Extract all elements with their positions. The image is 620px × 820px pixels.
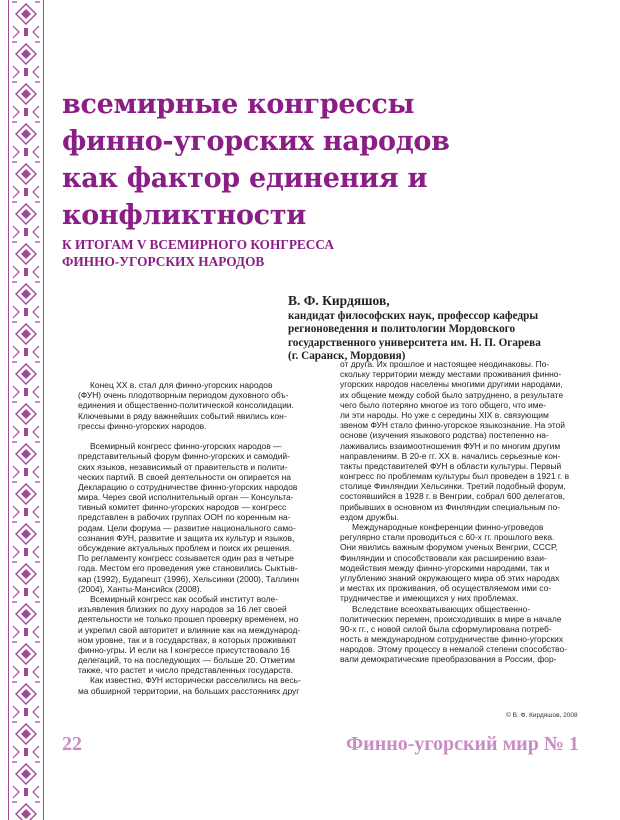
ornament-pattern [9, 0, 43, 820]
text-line: делегаций, то на последующих — больше 20. Отметим [78, 655, 295, 666]
text-line: угорских народов населены многими другими народами, [340, 379, 563, 390]
text-line: основе (изучения языкового родства) постепенно на- [340, 430, 549, 441]
author-name: В. Ф. Кирдяшов, [288, 293, 390, 308]
text-line: столице Финляндии Хельсинки. Третий подобный форум, [340, 481, 566, 492]
text-line: кар (1992), Будапешт (1996), Хельсинки (2000), Таллинн [78, 573, 300, 584]
text-line: ном уровне, так и в государствах, в которых проживают [78, 634, 297, 645]
text-line: 90-х гг., с новой силой была сформулирована потреб- [340, 623, 552, 634]
text-line: ческих партий. В своей деятельности он опирается на [78, 471, 291, 482]
text-line: направлениям. В 20-е гг. XX в. начались серьезные кон- [340, 450, 561, 461]
text-line: ездом дружбы. [340, 511, 399, 522]
text-line: родам. Цели форума — развитие национального само- [78, 522, 296, 533]
text-line: лаживались взаимоотношения ФУН и по многим другим [340, 440, 561, 451]
text-line: и укрепил свой авторитет и влияние как на международ- [78, 624, 301, 635]
text-line [78, 431, 328, 441]
text-line: углублению знаний окружающего мира об этих народах [340, 572, 560, 583]
text-line: Вследствие всеохватывающих общественно- [352, 603, 531, 614]
author-affiliation-line: регионоведения и политологии Мордовского [288, 323, 516, 336]
text-line: ма обширной территории, на больших расстояниях друг [78, 685, 300, 696]
title-line: как фактор единения и [62, 163, 428, 194]
text-line: (ФУН) очень плодотворным периодом духовного объ- [78, 390, 289, 401]
text-line: Всемирный конгресс финно-угорских народов — [90, 441, 282, 452]
subtitle-line: ФИННО-УГОРСКИХ НАРОДОВ [62, 254, 265, 269]
text-line: скольку территории между местами проживания финно- [340, 369, 562, 380]
text-line: такты представителей ФУН в области культуры. Первый [340, 460, 562, 471]
author-affiliation-line: (г. Саранск, Мордовия) [288, 350, 406, 363]
text-line: Они явились важным форумом ученых Венгрии, СССР, [340, 542, 558, 553]
text-line: тивный комитет финно-угорских народов — конгресс [78, 502, 287, 513]
text-line: грессы финно-угорских народов. [78, 420, 207, 431]
text-line: Как известно, ФУН исторически расселились на весь- [90, 675, 301, 686]
text-line: звеном ФУН стало финно-угорское языкознание. На этой [340, 420, 566, 431]
text-line: народов. Этому процессу в немалой степени способство- [340, 644, 568, 655]
text-line: также, что растет и число представленных государств. [78, 665, 293, 676]
text-line: ских языков, независимый от правительств и полити- [78, 461, 288, 472]
text-line: их общение между собой было затруднено, в результате [340, 389, 564, 400]
article-title [62, 86, 582, 234]
title-line: финно-угорских народов [62, 126, 450, 157]
author-block [288, 292, 598, 364]
text-line: от друга. Их прошлое и настоящее неодинаковы. По- [340, 359, 550, 369]
text-line: представлен в рабочих группах ООН по коренным на- [78, 512, 291, 523]
text-line: Ключевыми в ряду важнейших событий явились кон- [78, 410, 287, 421]
text-line: модействия между финно-угорскими народами, так и [340, 562, 550, 573]
body-column-right [340, 359, 590, 665]
text-line: представительный форум финно-угорских и самодий- [78, 451, 290, 462]
text-line: чего было потеряно многое из того общего, что име- [340, 399, 547, 410]
text-line: регулярно стали проводиться с 60-х гг. прошлого века. [340, 532, 555, 543]
text-line: Международные конференции финно-угроведов [352, 522, 544, 532]
text-line: трудничестве и имеющихся у них проблемах. [340, 593, 519, 604]
title-line: конфликтности [62, 200, 306, 231]
ornamental-border [8, 0, 44, 820]
article-subtitle [62, 236, 582, 270]
text-line: состоявшийся в 1928 г. в Венгрии, собрал 600 делегатов, [340, 491, 565, 502]
text-line: конгресс по проблемам культуры был проведен в 1921 г. в [340, 471, 570, 482]
text-line: единения и общественно-политической консолидации. [78, 400, 294, 411]
body-column-left [78, 380, 328, 696]
text-line: сознания ФУН, развитие и защита их культур и языков, [78, 532, 295, 543]
text-line: Конец XX в. стал для финно-угорских народов [90, 380, 273, 390]
text-line: года. Местом его проведения уже становились Сыктыв- [78, 563, 298, 574]
copyright-notice: © В. Ф. Кирдяшов, 2008 [506, 712, 578, 719]
text-line: ность в международном сотрудничестве финно-угорских [340, 634, 564, 645]
text-line: (2004), Ханты-Мансийск (2008). [78, 583, 202, 594]
text-line: Всемирный конгресс как особый институт воле- [90, 593, 279, 604]
author-affiliation-line: государственного университета им. Н. П. Огарева [288, 336, 541, 349]
text-line: Декларацию о сотрудничестве финно-угорских народов [78, 481, 298, 492]
page-number: 22 [62, 733, 82, 755]
text-line: обсуждение актуальных проблем и поиск их решения. [78, 543, 292, 553]
text-line: По регламенту конгресс созывается один раз в четыре [78, 553, 294, 564]
text-line: политических перемен, происходивших в мире в начале [340, 613, 562, 624]
subtitle-line: К ИТОГАМ V ВСЕМИРНОГО КОНГРЕССА [62, 237, 334, 252]
text-line: прибывших в основном из Финляндии специальным по- [340, 501, 561, 512]
text-line: Финляндии и способствовали как расширению взаи- [340, 552, 547, 563]
text-line: деятельности не только прошел проверку временем, но [78, 614, 299, 625]
title-line: всемирные конгрессы [62, 89, 415, 120]
journal-name: Финно-угорский мир № 1 [346, 733, 579, 755]
text-line: ли эти народы. Но уже с середины XIX в. связующим [340, 409, 549, 420]
text-line: изъявления близких по духу народов за 16 лет своей [78, 604, 287, 615]
text-line: финно-угры. И если на I конгрессе присутствовало 16 [78, 644, 290, 655]
text-line: вали демократические преобразования в России, фор- [340, 654, 557, 665]
text-line: и местах их проживания, об осуществляемом ими со- [340, 583, 552, 594]
text-line: мира. Через свой исполнительный орган — Консульта- [78, 492, 294, 503]
author-affiliation-line: кандидат философских наук, профессор кафедры [288, 310, 539, 322]
